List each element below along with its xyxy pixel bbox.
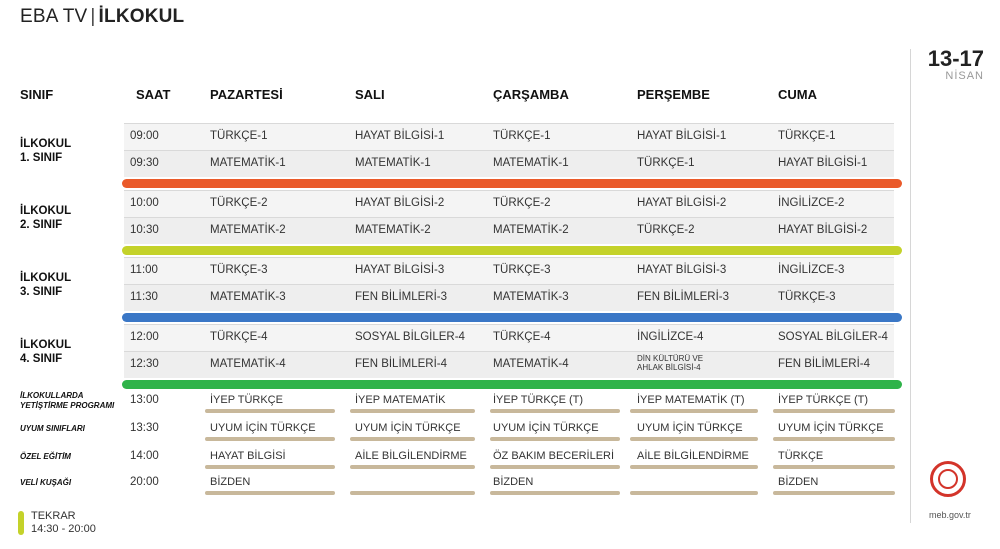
cell-underline	[630, 409, 758, 413]
row-time: 10:30	[130, 224, 159, 236]
program-label	[20, 391, 114, 411]
cell-underline	[773, 409, 895, 413]
program-cell: AİLE BİLGİLENDİRME	[637, 450, 749, 462]
header-day: ÇARŞAMBA	[493, 87, 569, 102]
schedule-cell: MATEMATİK-2	[493, 224, 569, 236]
grade-line2: 2. SINIF	[20, 219, 63, 231]
grade-line2: 1. SINIF	[20, 152, 63, 164]
row-time: 10:00	[130, 197, 159, 209]
date-month: NİSAN	[945, 70, 984, 82]
cell-underline	[205, 437, 335, 441]
schedule-cell: HAYAT BİLGİSİ-2	[778, 224, 868, 236]
program-cell: BİZDEN	[210, 476, 251, 488]
cell-underline	[490, 491, 620, 495]
row-time: 12:00	[130, 331, 159, 343]
program-cell: İYEP MATEMATİK (T)	[637, 394, 745, 406]
grade-line1: İLKOKUL	[20, 339, 72, 351]
schedule-cell: TÜRKÇE-3	[493, 264, 551, 276]
schedule-cell: TÜRKÇE-3	[778, 291, 836, 303]
header-saat: SAAT	[136, 87, 171, 102]
grade-line2: 4. SINIF	[20, 353, 63, 365]
grade-label	[20, 204, 71, 232]
cell-underline	[350, 437, 475, 441]
schedule-cell: MATEMATİK-1	[355, 157, 431, 169]
program-label-line: İLKOKULLARDA	[20, 391, 84, 400]
program-cell: ÖZ BAKIM BECERİLERİ	[493, 450, 615, 462]
grade-separator-bar	[122, 179, 902, 188]
title-separator: |	[90, 6, 96, 27]
grade-label	[20, 338, 71, 366]
program-cell: UYUM İÇİN TÜRKÇE	[355, 422, 461, 434]
schedule-cell: HAYAT BİLGİSİ-1	[355, 130, 445, 142]
schedule-cell: TÜRKÇE-4	[493, 331, 551, 343]
row-time: 09:30	[130, 157, 159, 169]
row-time: 12:30	[130, 358, 159, 370]
row-time: 09:00	[130, 130, 159, 142]
legend-swatch	[18, 511, 24, 535]
program-label	[20, 478, 71, 488]
cell-underline	[490, 465, 620, 469]
schedule-cell: MATEMATİK-4	[493, 358, 569, 370]
cell-underline	[773, 465, 895, 469]
schedule-cell: MATEMATİK-1	[210, 157, 286, 169]
program-label-line: VELİ KUŞAĞI	[20, 478, 72, 487]
header-sinif: SINIF	[20, 87, 54, 102]
schedule-cell: FEN BİLİMLERİ-3	[355, 291, 448, 303]
program-cell: İYEP TÜRKÇE (T)	[778, 394, 869, 406]
schedule-cell: MATEMATİK-2	[355, 224, 431, 236]
cell-underline	[490, 409, 620, 413]
schedule-cell: TÜRKÇE-1	[637, 157, 695, 169]
program-time: 14:00	[130, 450, 159, 462]
schedule-cell: TÜRKÇE-2	[493, 197, 551, 209]
schedule-cell: FEN BİLİMLERİ-3	[637, 291, 730, 303]
grade-line1: İLKOKUL	[20, 272, 72, 284]
legend-range: 14:30 - 20:00	[31, 523, 96, 535]
program-label	[20, 424, 85, 434]
cell-underline	[490, 437, 620, 441]
schedule-cell: TÜRKÇE-2	[210, 197, 268, 209]
schedule-cell: MATEMATİK-1	[493, 157, 569, 169]
header-day: SALI	[355, 87, 385, 102]
schedule-cell: TÜRKÇE-1	[778, 130, 836, 142]
schedule-cell: SOSYAL BİLGİLER-4	[778, 331, 888, 343]
schedule-cell: MATEMATİK-4	[210, 358, 286, 370]
schedule-cell: TÜRKÇE-1	[493, 130, 551, 142]
schedule-cell	[637, 354, 703, 372]
program-time: 13:00	[130, 394, 159, 406]
schedule-cell: TÜRKÇE-4	[210, 331, 268, 343]
schedule-cell: HAYAT BİLGİSİ-1	[778, 157, 868, 169]
cell-underline	[630, 437, 758, 441]
schedule-cell: HAYAT BİLGİSİ-3	[637, 264, 727, 276]
schedule-cell: İNGİLİZCE-4	[637, 331, 704, 343]
schedule-cell: TÜRKÇE-1	[210, 130, 268, 142]
program-cell: İYEP TÜRKÇE (T)	[493, 394, 584, 406]
grade-label	[20, 137, 71, 165]
program-cell: UYUM İÇİN TÜRKÇE	[210, 422, 316, 434]
row-time: 11:00	[130, 264, 158, 276]
schedule-cell: HAYAT BİLGİSİ-1	[637, 130, 727, 142]
grade-label	[20, 271, 71, 299]
program-cell: UYUM İÇİN TÜRKÇE	[493, 422, 599, 434]
program-cell: UYUM İÇİN TÜRKÇE	[637, 422, 743, 434]
program-cell: İYEP TÜRKÇE	[210, 394, 283, 406]
grade-separator-bar	[122, 313, 902, 322]
grade-separator-bar	[122, 380, 902, 389]
side-divider	[910, 49, 911, 523]
cell-underline	[630, 465, 758, 469]
schedule-cell: SOSYAL BİLGİLER-4	[355, 331, 465, 343]
schedule-cell: FEN BİLİMLERİ-4	[778, 358, 871, 370]
date-badge	[928, 48, 984, 82]
program-label-line: ÖZEL EĞİTİM	[20, 452, 71, 461]
meb-logo-icon	[930, 461, 966, 497]
cell-underline	[773, 491, 895, 495]
schedule-cell: MATEMATİK-3	[210, 291, 286, 303]
grade-line2: 3. SINIF	[20, 286, 63, 298]
legend	[31, 510, 96, 536]
program-time: 20:00	[130, 476, 159, 488]
grade-separator-bar	[122, 246, 902, 255]
date-range: 13-17	[927, 46, 984, 71]
header-day: PERŞEMBE	[637, 87, 710, 102]
program-label-line: UYUM SINIFLARI	[20, 424, 85, 433]
program-time: 13:30	[130, 422, 159, 434]
program-cell: AİLE BİLGİLENDİRME	[355, 450, 467, 462]
section-label: İLKOKUL	[98, 6, 185, 27]
header-day: CUMA	[778, 87, 817, 102]
program-label	[20, 452, 71, 462]
schedule-cell: MATEMATİK-3	[493, 291, 569, 303]
program-cell: BİZDEN	[493, 476, 534, 488]
program-cell: İYEP MATEMATİK	[355, 394, 446, 406]
cell-underline	[350, 465, 475, 469]
cell-line: DİN KÜLTÜRÜ VE	[637, 354, 704, 363]
footer-site: meb.gov.tr	[929, 510, 971, 520]
schedule-cell: İNGİLİZCE-3	[778, 264, 845, 276]
schedule-cell: TÜRKÇE-3	[210, 264, 268, 276]
cell-line: AHLAK BİLGİSİ-4	[637, 363, 701, 372]
schedule-cell: İNGİLİZCE-2	[778, 197, 845, 209]
cell-underline	[350, 491, 475, 495]
cell-underline	[205, 465, 335, 469]
cell-underline	[630, 491, 758, 495]
program-cell: TÜRKÇE	[778, 450, 824, 462]
row-time: 11:30	[130, 291, 158, 303]
brand-label: EBA TV	[20, 6, 88, 27]
schedule-cell: FEN BİLİMLERİ-4	[355, 358, 448, 370]
schedule-cell: TÜRKÇE-2	[637, 224, 695, 236]
program-cell: HAYAT BİLGİSİ	[210, 450, 286, 462]
schedule-cell: HAYAT BİLGİSİ-2	[355, 197, 445, 209]
legend-label: TEKRAR	[31, 510, 76, 522]
page-title	[20, 6, 184, 28]
program-cell: UYUM İÇİN TÜRKÇE	[778, 422, 884, 434]
schedule-cell: HAYAT BİLGİSİ-2	[637, 197, 727, 209]
cell-underline	[205, 409, 335, 413]
program-label-line: YETİŞTİRME PROGRAMI	[20, 401, 115, 410]
grade-line1: İLKOKUL	[20, 205, 72, 217]
schedule-cell: HAYAT BİLGİSİ-3	[355, 264, 445, 276]
header-day: PAZARTESİ	[210, 87, 283, 102]
cell-underline	[205, 491, 335, 495]
grade-line1: İLKOKUL	[20, 138, 72, 150]
program-cell: BİZDEN	[778, 476, 819, 488]
cell-underline	[350, 409, 475, 413]
schedule-cell: MATEMATİK-2	[210, 224, 286, 236]
cell-underline	[773, 437, 895, 441]
